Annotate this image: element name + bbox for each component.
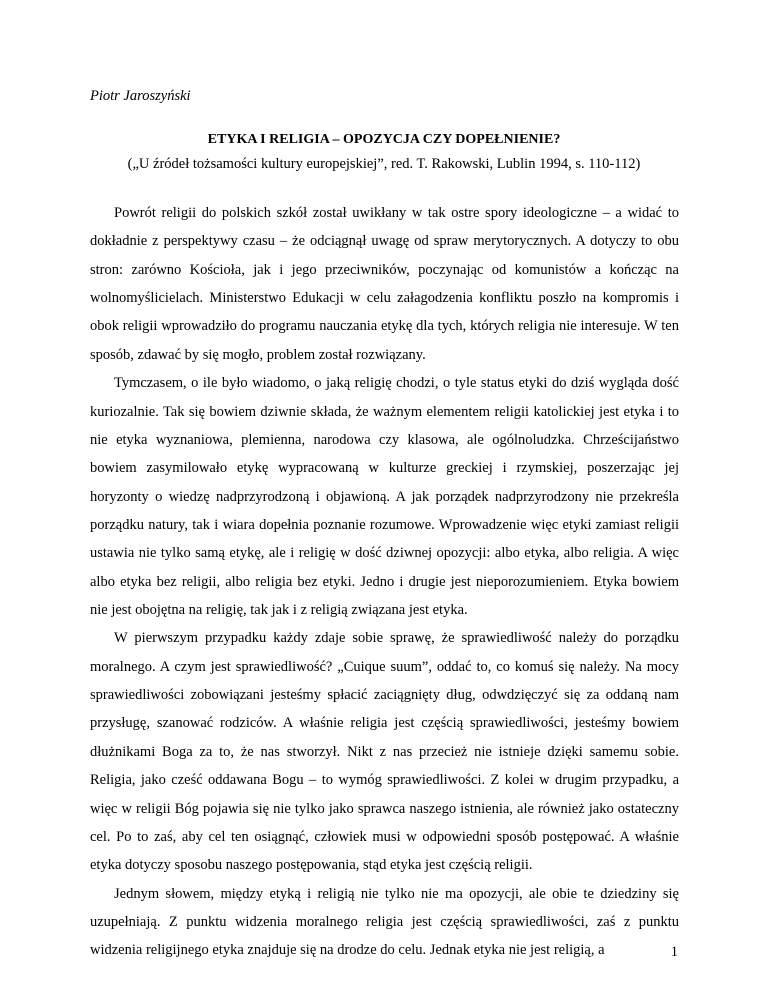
source-citation: („U źródeł tożsamości kultury europejskiej”, red. T. Rakowski, Lublin 1994, s. 110-112)	[127, 156, 641, 172]
paragraph: Tymczasem, o ile było wiadomo, o jaką religię chodzi, o tyle status etyki do dziś wygląda dość kuriozalnie. Tak się bowiem dziwnie składa, że ważnym elementem religii katolickiej jest etyka i to nie etyka wyznaniowa, plemienna, narodowa czy klasowa, ale ogólnoludzka. Chrześcijaństwo bowiem zasymilowało etykę wypracowaną w kulturze greckiej i rzymskiej, poszerzając jej horyzonty o wiedzę nadprzyrodzoną i objawioną. A jak porządek nadprzyrodzony nie przekreśla porządku natury, tak i wiara dopełnia poznanie rozumowe. Wprowadzenie więc etyki zamiast religii ustawia nie tylko samą etykę, ale i religię w dość dziwnej opozycji: albo etyka, albo religia. A więc albo etyka bez religii, albo religia bez etyki. Jedno i drugie jest nieporozumieniem. Etyka bowiem nie jest obojętna na religię, tak jak i z religią związana jest etyka.	[90, 375, 679, 619]
document-title: ETYKA I RELIGIA – OPOZYCJA CZY DOPEŁNIENIE?	[207, 132, 561, 147]
body-text	[90, 199, 679, 965]
paragraph: W pierwszym przypadku każdy zdaje sobie sprawę, że sprawiedliwość należy do porządku moralnego. A czym jest sprawiedliwość? „Cuique suum”, oddać to, co komuś się należy. Na mocy sprawiedliwości zobowiązani jesteśmy spłacić zaciągnięty dług, odwdzięczyć się za oddaną nam przysługę, szanować rodziców. A właśnie religia jest częścią sprawiedliwości, jesteśmy bowiem dłużnikami Boga za to, że nas stworzył. Nikt z nas przecież nie istnieje dzięki samemu sobie. Religia, jako cześć oddawana Bogu – to wymóg sprawiedliwości. Z kolei w drugim przypadku, a więc w religii Bóg pojawia się nie tylko jako sprawca naszego istnienia, ale również jako ostateczny cel. Po to zaś, aby cel ten osiągnąć, człowiek musi w odpowiedni sposób postępować. A właśnie etyka dotyczy sposobu naszego postępowania, stąd etyka jest częścią religii.	[90, 630, 679, 874]
paragraph: Jednym słowem, między etyką i religią nie tylko nie ma opozycji, ale obie te dziedziny się uzupełniają. Z punktu widzenia moralnego religia jest częścią sprawiedliwości, zaś z punktu widzenia religijnego etyka znajduje się na drodze do celu. Jednak etyka nie jest religią, a	[90, 885, 679, 959]
page-number: 1	[670, 944, 678, 960]
paragraph: Powrót religii do polskich szkół został uwikłany w tak ostre spory ideologiczne – a widać to dokładnie z perspektywy czasu – że odciągnął uwagę od spraw merytorycznych. A dotyczy to obu stron: zarówno Kościoła, jak i jego przeciwników, poczynając od komunistów a kończąc na wolnomyślicielach. Ministerstwo Edukacji w celu załagodzenia konfliktu poszło na kompromis i obok religii wprowadziło do programu nauczania etykę dla tych, których religia nie interesuje. W ten sposób, zdawać by się mogło, problem został rozwiązany.	[90, 205, 679, 363]
author-name: Piotr Jaroszyński	[90, 88, 191, 104]
